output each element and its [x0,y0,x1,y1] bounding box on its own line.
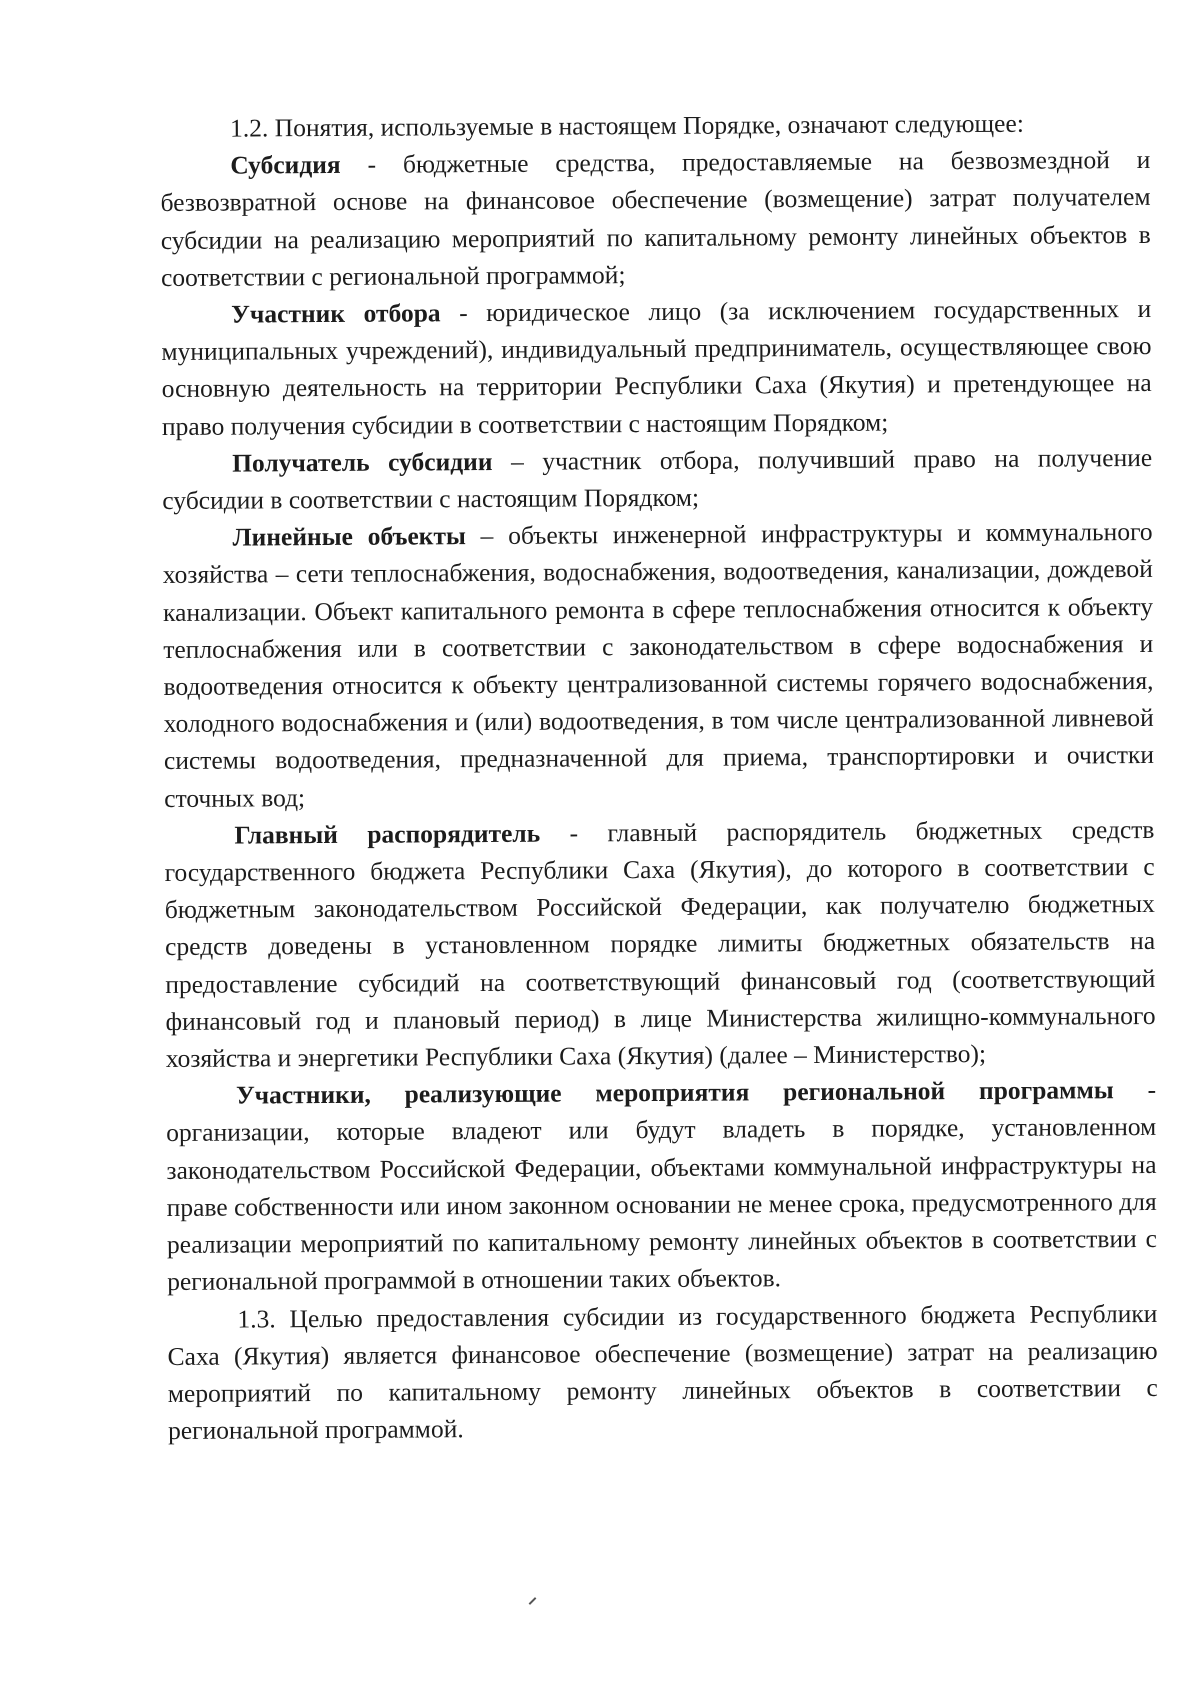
term-label: Участники, реализующие мероприятия региональной программы [235,1075,1114,1110]
term-label: Субсидия [230,150,341,180]
definition-text: - организации, которые владеют или будут владеть в порядке, установленном законодательством Российской Федерации, объектами коммунальной инфраструктуры на праве собственности или ином законном основании не менее срока, предусмотренного для реализации мероприятий по капитальному ремонту линейных объектов в соответствии с региональной программой в отношении таких объектов. [166,1075,1158,1297]
definition-text: – объекты инженерной инфраструктуры и коммунального хозяйства – сети теплоснабжения, водоснабжения, водоотведения, канализации, дождевой канализации. Объект капитального ремонта в сфере теплоснабжения относится к объекту теплоснабжения или в соответствии с законодательством в сфере водоснабжения и водоотведения относится к объекту централизованной системы горячего водоснабжения, холодного водоснабжения и (или) водоотведения, в том числе централизованной ливневой системы водоотведения, предназначенной для приема, транспортировки и очистки сточных вод; [162,517,1155,813]
term-label: Получатель субсидии [232,446,493,478]
clause-text: 1.3. Целью предоставления субсидии из государственного бюджета Республики Саха (Якутия) является финансовое обеспечение (возмещение) затрат на реализацию мероприятий по капитальному ремонту линейных объектов в соответствии с региональной программой. [167,1298,1158,1446]
definition-subsidy-recipient [162,439,1152,519]
clause-text: 1.2. Понятия, используемые в настоящем Порядке, означают следующее: [230,108,1024,143]
definition-selection-participant [161,290,1152,445]
definition-chief-administrator [164,811,1156,1077]
definition-text: - юридическое лицо (за исключением государственных и муниципальных учреждений), индивидуальный предприниматель, осуществляющее свою основную деятельность на территории Республики Саха (Якутия) и претендующее на право получения субсидии в соответствии с настоящим Порядком; [161,293,1152,441]
term-label: Линейные объекты [232,521,466,552]
scan-mark [529,1597,537,1605]
term-label: Главный распорядитель [234,818,541,850]
definition-subsidy [160,141,1151,296]
term-label: Участник отбора [231,298,441,329]
clause-1-2-intro [160,104,1150,147]
clause-1-3-purpose [167,1294,1158,1449]
definition-program-participants [166,1071,1157,1300]
document-body [160,104,1158,1449]
definition-text: - главный распорядитель бюджетных средств государственного бюджета Республики Саха (Якутия), до которого в соответствии с бюджетным законодательством Российской Федерации, как получателю бюджетных средств доведены в установленном порядке лимиты бюджетных обязательств на предоставление субсидий на соответствующий финансовый год (соответствующий финансовый год и плановый период) в лице Министерства жилищно-коммунального хозяйства и энергетики Республики Саха (Якутия) (далее – Министерство); [164,814,1156,1074]
definition-linear-objects [162,513,1154,817]
definition-text: – участник отбора, получивший право на получение субсидии в соответствии с настоящим Порядком; [162,442,1153,516]
definition-text: - бюджетные средства, предоставляемые на безвозмездной и безвозвратной основе на финансовое обеспечение (возмещение) затрат получателем субсидии на реализацию мероприятий по капитальному ремонту линейных объектов в соответствии с региональной программой; [160,145,1151,292]
